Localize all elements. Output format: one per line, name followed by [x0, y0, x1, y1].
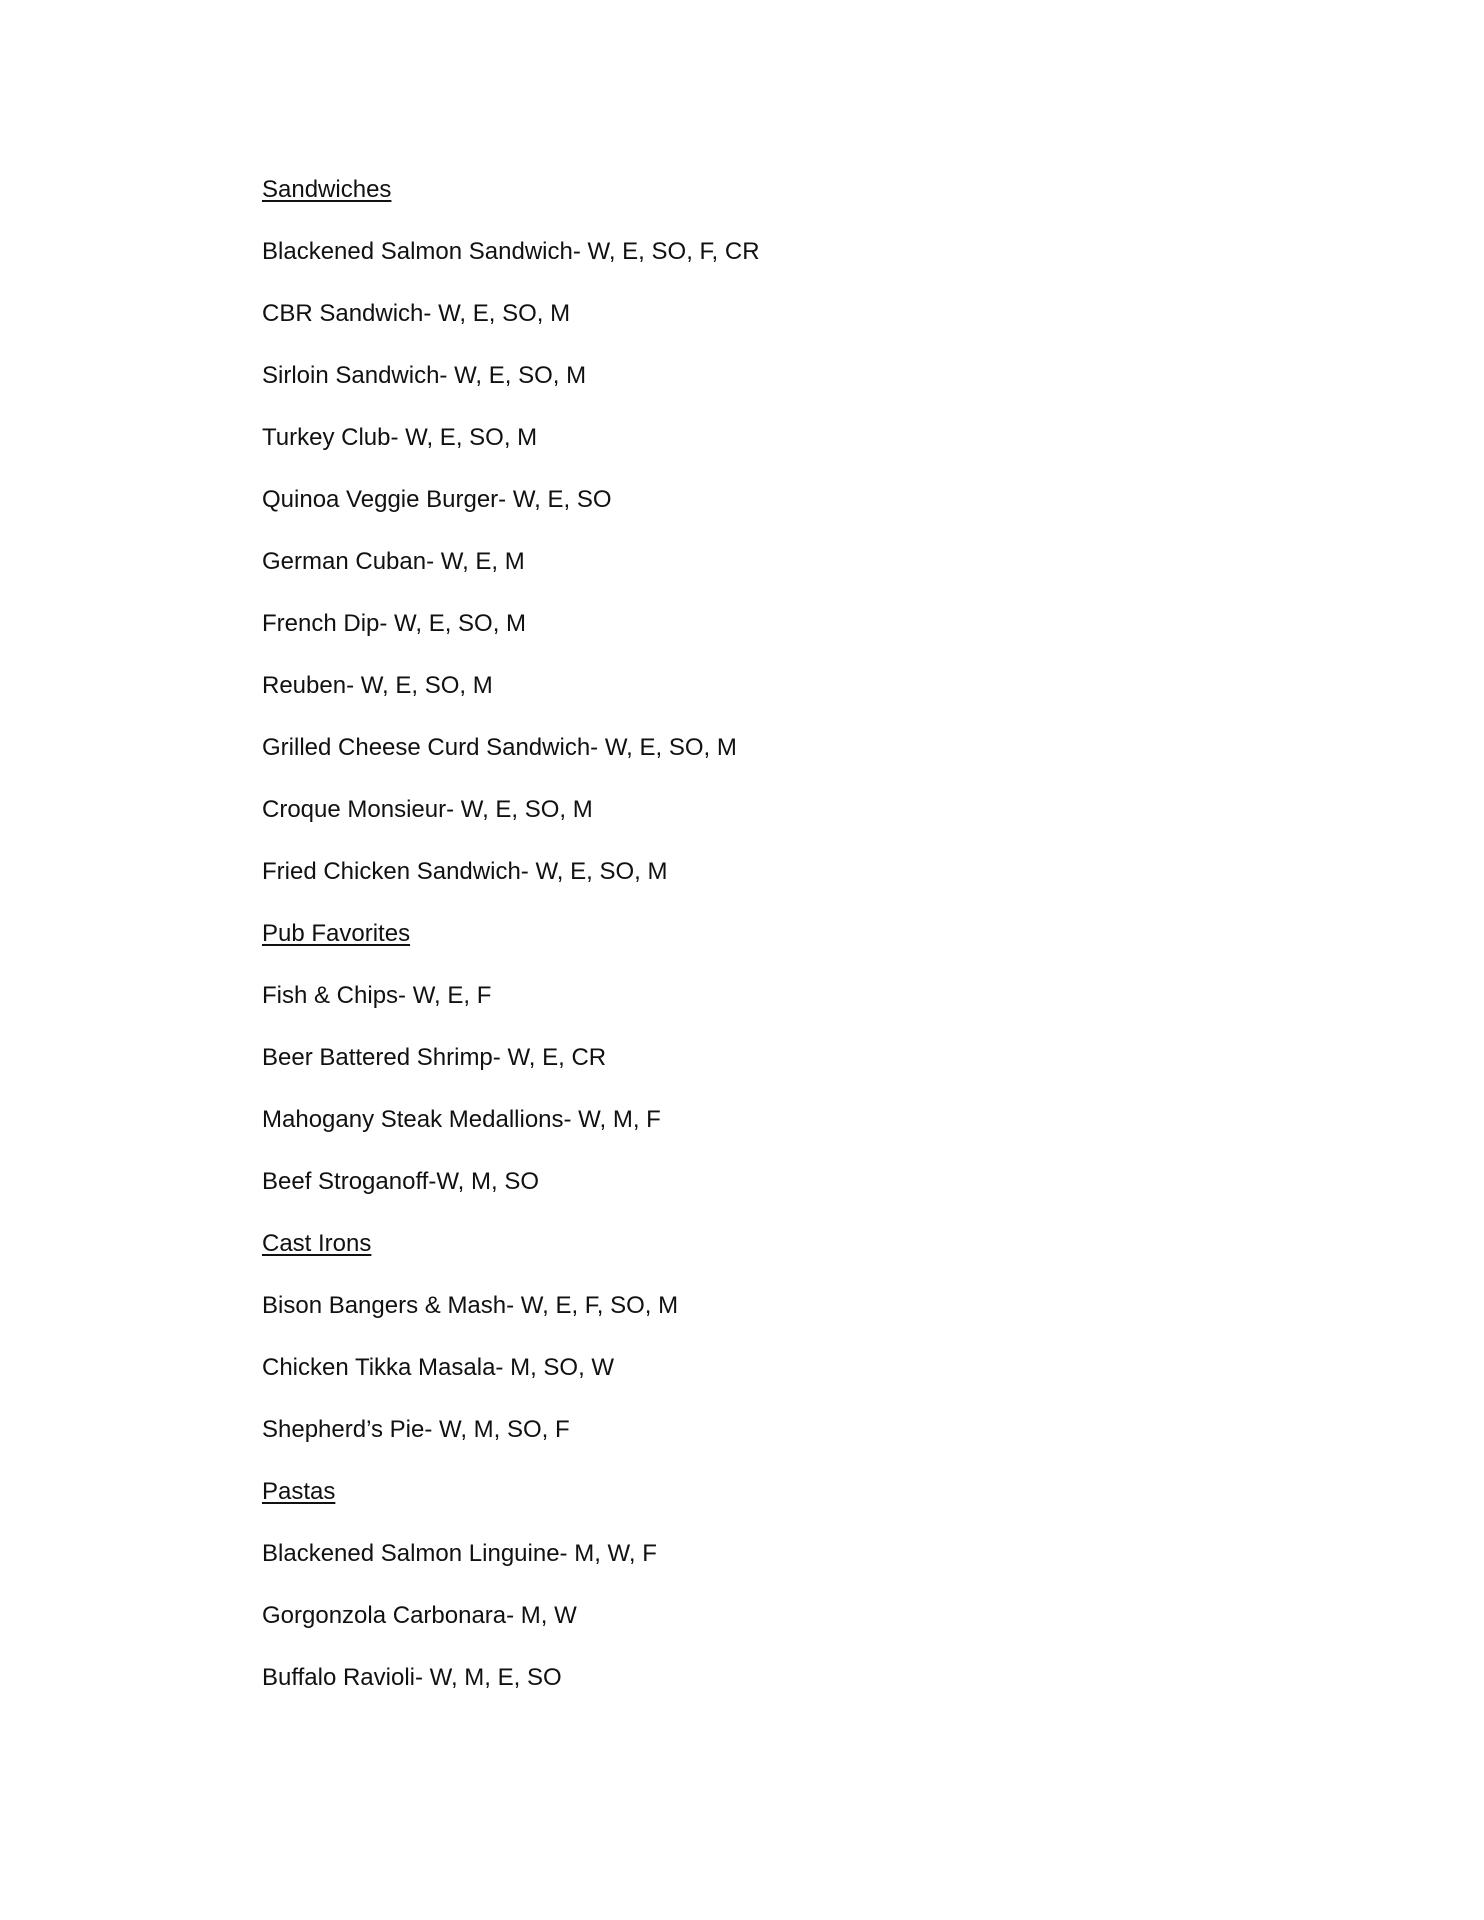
menu-item: CBR Sandwich- W, E, SO, M: [262, 300, 571, 327]
menu-item: Beer Battered Shrimp- W, E, CR: [262, 1044, 607, 1071]
menu-item: Buffalo Ravioli- W, M, E, SO: [262, 1664, 562, 1691]
menu-item: Gorgonzola Carbonara- M, W: [262, 1602, 577, 1629]
menu-item: Reuben- W, E, SO, M: [262, 672, 493, 699]
menu-allergen-list: [262, 172, 1262, 1722]
menu-item: Fried Chicken Sandwich- W, E, SO, M: [262, 858, 668, 885]
menu-item: Mahogany Steak Medallions- W, M, F: [262, 1106, 661, 1133]
menu-item: Fish & Chips- W, E, F: [262, 982, 492, 1009]
menu-item: Shepherd’s Pie- W, M, SO, F: [262, 1416, 570, 1443]
section-heading-pub-favorites: Pub Favorites: [262, 920, 411, 947]
menu-item: Blackened Salmon Sandwich- W, E, SO, F, CR: [262, 238, 760, 265]
menu-item: Sirloin Sandwich- W, E, SO, M: [262, 362, 587, 389]
menu-item: Beef Stroganoff-W, M, SO: [262, 1168, 540, 1195]
menu-item: Chicken Tikka Masala- M, SO, W: [262, 1354, 615, 1381]
menu-item: Grilled Cheese Curd Sandwich- W, E, SO, M: [262, 734, 737, 761]
menu-item: Blackened Salmon Linguine- M, W, F: [262, 1540, 657, 1567]
menu-item: Bison Bangers & Mash- W, E, F, SO, M: [262, 1292, 679, 1319]
section-heading-cast-irons: Cast Irons: [262, 1230, 372, 1257]
section-heading-pastas: Pastas: [262, 1478, 336, 1505]
menu-item: German Cuban- W, E, M: [262, 548, 525, 575]
menu-item: Quinoa Veggie Burger- W, E, SO: [262, 486, 612, 513]
menu-item: Turkey Club- W, E, SO, M: [262, 424, 538, 451]
menu-item: Croque Monsieur- W, E, SO, M: [262, 796, 593, 823]
menu-item: French Dip- W, E, SO, M: [262, 610, 527, 637]
section-heading-sandwiches: Sandwiches: [262, 176, 392, 203]
